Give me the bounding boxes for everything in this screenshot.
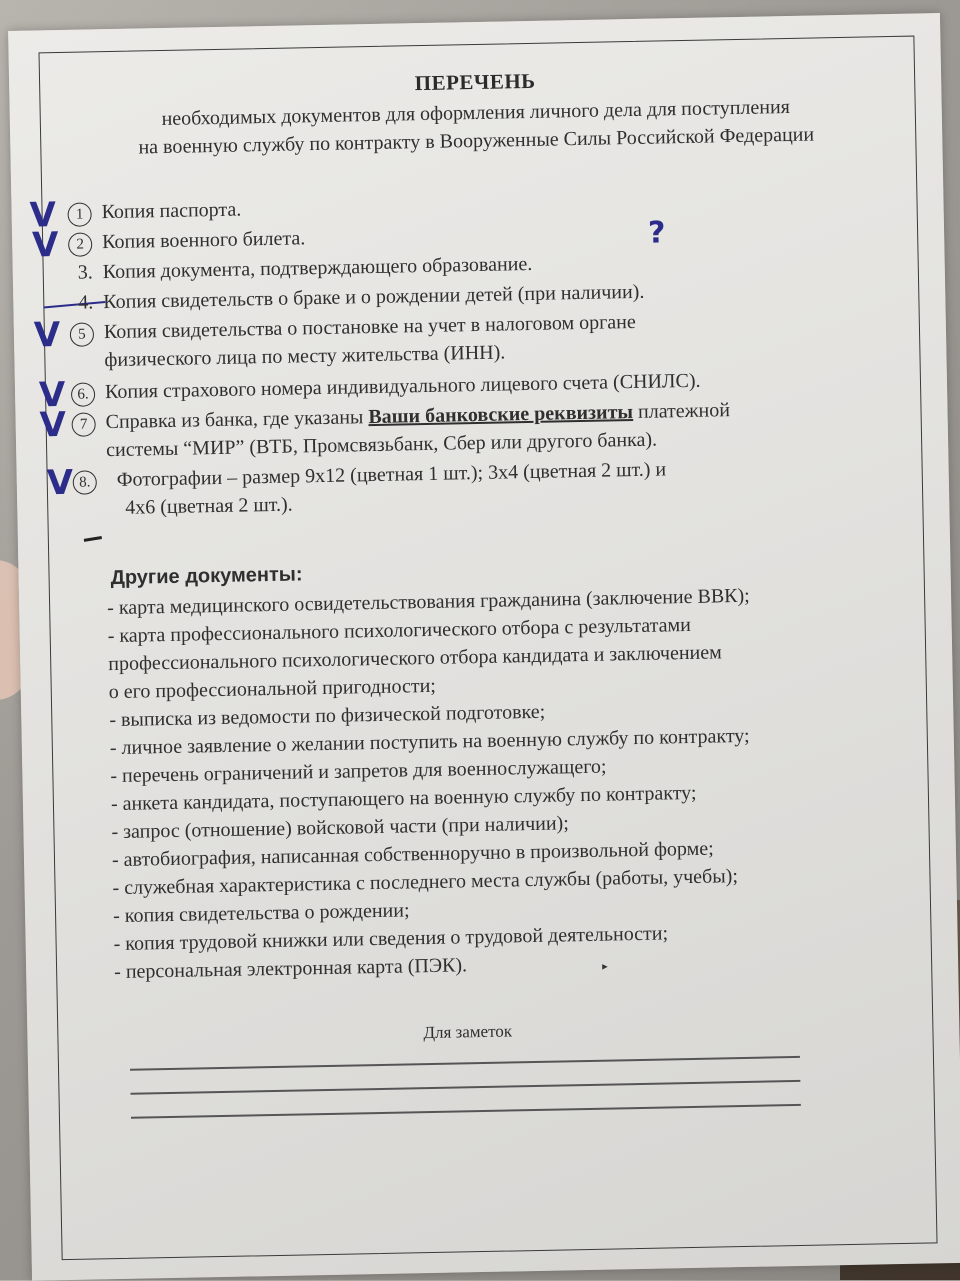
subtitle-line-1: необходимых документов для оформления личного дела для поступления bbox=[161, 95, 791, 131]
other-doc-line: - служебная характеристика с последнего места службы (работы, учебы); bbox=[112, 865, 739, 900]
check-mark: V bbox=[38, 374, 66, 416]
page-title: ПЕРЕЧЕНЬ bbox=[414, 68, 536, 96]
other-doc-line: - персональная электронная карта (ПЭК). bbox=[113, 954, 468, 984]
list-item-cont: системы “МИР” (ВТБ, Промсвязьбанк, Сбер или другого банка). bbox=[105, 428, 658, 462]
item-number: 4. bbox=[78, 291, 94, 314]
other-doc-line: - запрос (отношение) войсковой части (при наличии); bbox=[111, 812, 569, 844]
section-heading: Другие документы: bbox=[110, 563, 303, 590]
other-doc-line: - анкета кандидата, поступающего на военную службу по контракту; bbox=[110, 781, 697, 816]
check-mark: V bbox=[46, 462, 74, 504]
item-number: 8. bbox=[57, 469, 97, 495]
other-doc-line: - автобиография, написанная собственноручно в произвольной форме; bbox=[111, 837, 714, 872]
list-item: Копия страхового номера индивидуального лицевого счета (СНИЛС). bbox=[104, 369, 701, 404]
list-item-cont: физического лица по месту жительства (ИНН). bbox=[104, 341, 506, 372]
other-doc-line: - личное заявление о желании поступить на военную службу по контракту; bbox=[109, 724, 750, 760]
subtitle-line-2: на военную службу по контракту в Вооруженные Силы Российской Федерации bbox=[138, 123, 815, 159]
list-item: Копия свидетельств о браке и о рождении детей (при наличии). bbox=[103, 280, 645, 314]
item-number: 3. bbox=[77, 261, 93, 284]
item-number: 7 bbox=[55, 411, 95, 437]
list-item: Копия свидетельства о постановке на учет в налоговом органе bbox=[103, 310, 636, 344]
other-doc-line: о его профессиональной пригодности; bbox=[108, 674, 437, 704]
other-doc-line: профессионального психологического отбора кандидата и заключением bbox=[108, 641, 723, 676]
list-item: Копия военного билета. bbox=[101, 227, 306, 254]
document-sheet bbox=[8, 13, 960, 1281]
notes-label: Для заметок bbox=[423, 1021, 513, 1043]
other-doc-line: - карта профессионального психологического отбора с результатами bbox=[107, 613, 692, 648]
question-mark: ? bbox=[647, 215, 666, 251]
item-number: 1 bbox=[51, 201, 91, 227]
list-item-cont: 4x6 (цветная 2 шт.). bbox=[125, 493, 293, 519]
other-doc-line: - перечень ограничений и запретов для военнослужащего; bbox=[110, 755, 607, 788]
list-item: Фотографии – размер 9x12 (цветная 1 шт.); 3x4 (цветная 2 шт.) и bbox=[116, 458, 667, 491]
check-mark: V bbox=[31, 225, 59, 266]
check-mark: V bbox=[39, 404, 67, 446]
pointer-glyph: ▸ bbox=[602, 960, 608, 973]
list-item: Копия паспорта. bbox=[101, 198, 242, 224]
other-doc-line: - копия свидетельства о рождении; bbox=[112, 899, 410, 928]
item-number: 2 bbox=[52, 231, 92, 257]
item-number: 6. bbox=[55, 381, 95, 407]
other-doc-line: - выписка из ведомости по физической подготовке; bbox=[109, 700, 546, 732]
list-item: Справка из банка, где указаны Ваши банковские реквизиты платежной bbox=[105, 399, 731, 434]
other-doc-line: - копия трудовой книжки или сведения о трудовой деятельности; bbox=[113, 922, 669, 956]
item-number: 5 bbox=[54, 321, 94, 347]
other-doc-line: - карта медицинского освидетельствования гражданина (заключение ВВК); bbox=[106, 584, 750, 620]
list-item: Копия документа, подтверждающего образование. bbox=[102, 252, 533, 284]
check-mark: V bbox=[33, 315, 61, 356]
check-mark: V bbox=[29, 195, 57, 236]
